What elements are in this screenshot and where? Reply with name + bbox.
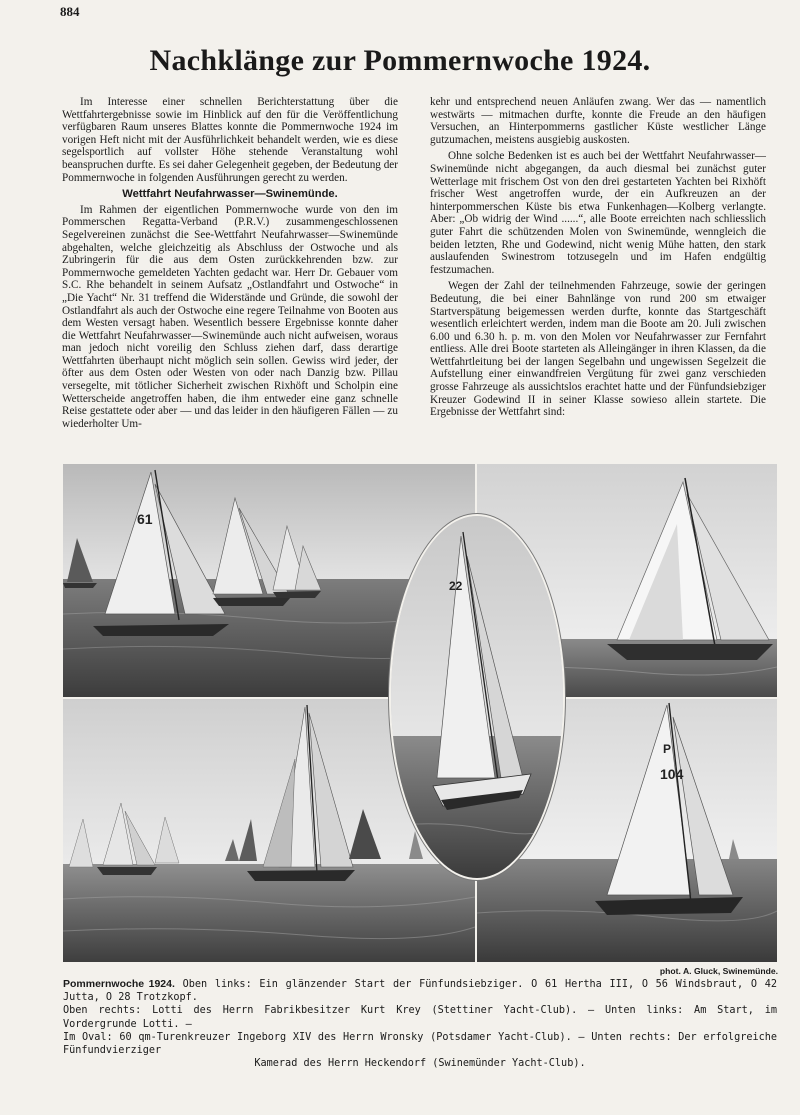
body-paragraph: Im Rahmen der eigentlichen Pommernwoche wurde von den im Pommerschen Regatta-Verband (P.R.V.) zusammengeschlossenen Segelvereinen zunächst die See-Wettfahrt Neufahrwasser—Swinemünde abgehalten, welche gleichzeitig als Abschluss der Ostwoche und als Zubringerin für die aus dem Osten zurückkehrenden bzw. zur Pommernwoche gemeldeten Yachten gedacht war. Herr Dr. Gebauer vom S.C. Rhe behandelt in seinem Aufsatz „Ostlandfahrt und Ostwoche“ in „Die Yacht“ Nr. 31 treffend die Widerstände und Gründe, die sowohl der Ostlandfahrt als auch der Ostwoche eine regere Teilnahme von Booten aus dem Westen versagt haben. Wesentlich bessere Ergebnisse konnte daher die Wettfahrt Neufahrwasser—Swinemünde auch nicht aufweisen, woraus man jedoch nicht voreilig den Schluss ziehen darf, dass derartige Wettfahrten überhaupt nicht möglich sein sollen. Gewiss wird jeder, der öfter aus dem Osten oder Westen von oder nach Danzig bzw. Pillau versegelte, mit tötlicher Sicherheit zwischen Rixhöft und Scholpin eine Wetterscheide angetroffen haben, die ihm entweder eine ganz schnelle Reise gestattete oder aber — und das leider in den häufigeren Fällen — zu wiederholter Um- (62, 203, 398, 430)
body-paragraph-3: Wegen der Zahl der teilnehmenden Fahrzeuge, sowie der geringen Bedeutung, die bei einer Bahnlänge von rund 200 sm etwaiger Startverspätung beigemessen werden durfte, konnte das Startgeschäft wesentlich erleichtert werden, indem man die Boote am 20. Juli zwischen 6.00 und 6.30 h. p. m. von den Molen vor Neufahrwasser zur Fernfahrt entliess. Alle drei Boote starteten als Alleingänger in ihren Klassen, da die Wettfahrtleitung bei der langen Segelbahn und ungewissen Segelzeit die Aufstellung einer einwandfreien Vergütung für zwei ganz verschieden grosse Fahrzeuge als aussichtslos erachtet hatte und der Fünfundsiebziger Kreuzer Godewind II in seiner Klasse sowieso allein startete. Die Ergebnisse der Wettfahrt sind: (430, 280, 766, 419)
photo-credit: phot. A. Gluck, Swinemünde. (659, 966, 778, 976)
yacht-ingeborg-image (391, 516, 563, 878)
body-paragraph-2: Ohne solche Bedenken ist es auch bei der Wettfahrt Neufahrwasser—Swinemünde nicht abgegangen, da auch diesmal bei zunächst guter Wetterlage mit frischem Ost von den drei gestarteten Yachten bei Rixhöft frischer West angetroffen wurde, der ein Aufkreuzen an der hinterpommerschen Küste bis etwa Funkenhagen—Kolberg verlangte. Aber: „Ob widrig der Wind ......“, alle Boote erreichten nach schliesslich guter Fahrt die schützenden Molen von Swinemünde, wenngleich die beiden letzten, Rhe und Godewind, nicht wenig Mühe hatten, den stark auslaufenden Swinestrom totzusegeln und im Hafen endgültig festzumachen. (430, 150, 766, 276)
article-title: Nachklänge zur Pommernwoche 1924. (149, 44, 651, 77)
caption-line-3: Im Oval: 60 qm-Turenkreuzer Ingeborg XIV des Herrn Wronsky (Potsdamer Yacht-Club). — Unten rechts: Der erfolgreiche Fünfundvierziger (63, 1031, 777, 1057)
page-number: 884 (60, 4, 80, 19)
photo-caption (63, 978, 777, 1070)
intro-paragraph: Im Interesse einer schnellen Berichterstattung über die Wettfahrtergebnisse sowie im Hinblick auf den für die Veröffentlichung verfügbaren Raum unseres Blattes konnte die Pommernwoche 1924 im vorigen Heft nicht mit der Ausführlichkeit behandelt werden, wie es diese segelsportlich auf vollster Höhe stehende Veranstaltung wohl beanspruchen durfte. Es sei daher Gelegenheit gegeben, der Bedeutung der Pommernwoche in folgenden Ausführungen gerecht zu werden. (62, 96, 398, 184)
continued-paragraph: kehr und entsprechend neuen Anläufen zwang. Wer das — namentlich westwärts — mitmachen durfte, konnte die Freude an den häufigen Versuchen, an Hinterpommerns gastlicher Küste westlicher Länge gutzumachen, meistens ausgiebig auskosten. (430, 96, 766, 146)
section-heading: Wettfahrt Neufahrwasser—Swinemünde. (122, 188, 338, 201)
sail-letter-p: P (663, 742, 672, 756)
sail-number-61: 61 (137, 511, 153, 527)
caption-line-1: Oben links: Ein glänzender Start der Fünfundsiebziger. O 61 Hertha III, O 56 Windsbraut, O 42 Jutta, O 28 Trotzkopf. (63, 979, 778, 1004)
caption-line-4: Kamerad des Herrn Heckendorf (Swinemünder Yacht-Club). (254, 1058, 586, 1070)
left-column (62, 96, 398, 434)
caption-line-2: Oben rechts: Lotti des Herrn Fabrikbesitzer Kurt Krey (Stettiner Yacht-Club). — Unten links: Am Start, im Vordergrunde Lotti. — (63, 1005, 777, 1030)
right-column (430, 96, 766, 423)
photo-oval (389, 514, 565, 880)
sail-number-104: 104 (660, 766, 684, 782)
photo-collage (63, 464, 777, 962)
caption-lead: Pommernwoche 1924. (63, 978, 175, 990)
sail-number-22: 22 (449, 579, 463, 593)
